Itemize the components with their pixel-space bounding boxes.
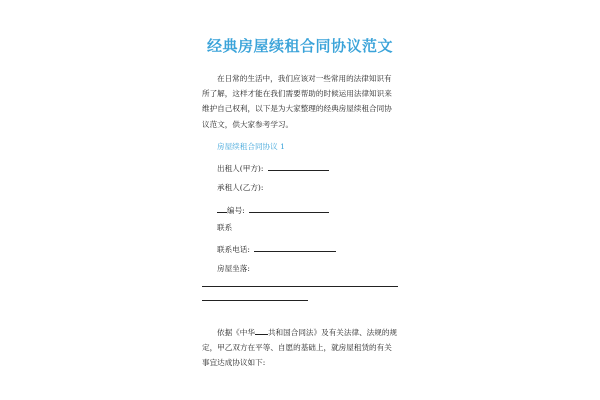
lessee-field [217, 182, 263, 194]
number-field [217, 203, 329, 217]
closing-text-part2: 共和国合同法》及有关法律、法规的规定，甲乙双方在平等、自愿的基础上，就房屋租赁的有关事宜达成协议如下: [202, 328, 398, 368]
section-heading: 房屋续租合同协议 1 [217, 142, 285, 151]
number-blank[interactable] [249, 203, 329, 213]
intro-paragraph-text: 在日常的生活中，我们应该对一些常用的法律知识有所了解，这样才能在我们需要帮助的时候运用法律知识来维护自己权利，以下是为大家整理的经典房屋续租合同协议范文，供大家参考学习。 [202, 74, 392, 129]
lessor-label: 出租人(甲方): [217, 164, 264, 173]
document-title: 经典房屋续租合同协议范文 [206, 37, 393, 55]
location-line-1[interactable] [202, 286, 398, 287]
lessor-field [217, 161, 329, 175]
phone-blank[interactable] [254, 242, 336, 252]
contact-field [217, 222, 232, 234]
lessee-label: 承租人(乙方): [217, 183, 264, 192]
closing-paragraph [202, 325, 398, 371]
location-label: 房屋坐落: [217, 264, 250, 273]
phone-field [217, 242, 336, 256]
phone-label: 联系电话: [217, 245, 250, 254]
location-field [217, 263, 250, 275]
number-prefix-blank[interactable] [217, 203, 227, 213]
closing-inline-blank[interactable] [255, 326, 268, 335]
lessor-blank[interactable] [268, 161, 329, 171]
contact-label: 联系 [217, 223, 233, 232]
number-label: 编号: [227, 206, 245, 215]
closing-text-part1: 依据《中华 [217, 328, 255, 337]
intro-paragraph [202, 71, 398, 132]
location-line-2[interactable] [202, 300, 308, 301]
